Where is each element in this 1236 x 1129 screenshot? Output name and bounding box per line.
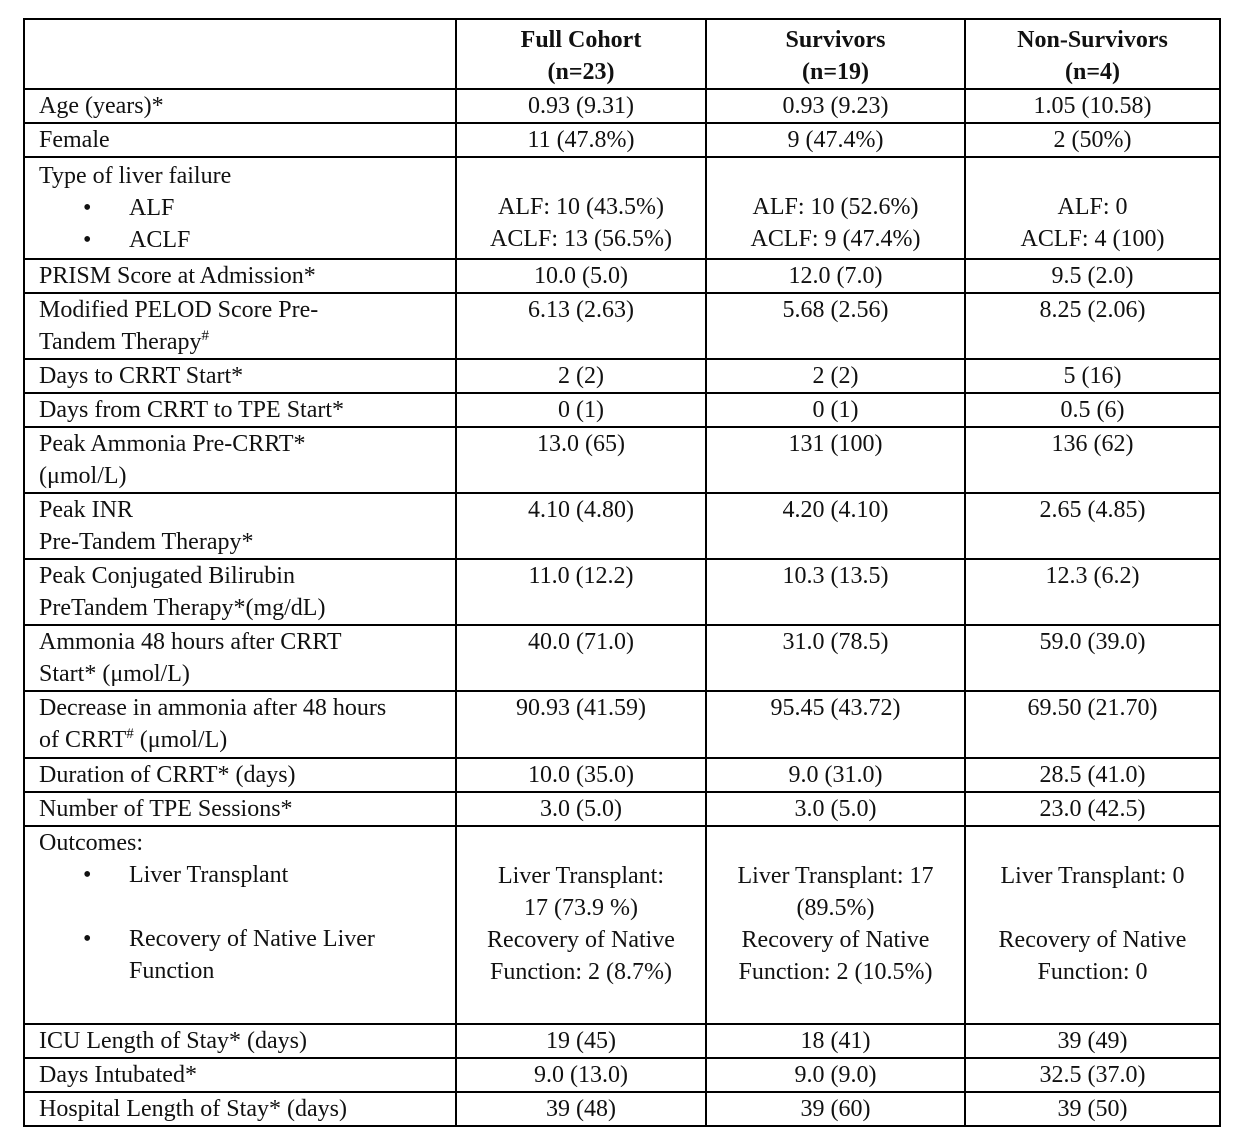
- row-label: Duration of CRRT* (days): [24, 758, 456, 792]
- row-label: Days Intubated*: [24, 1058, 456, 1092]
- value-full-cohort: 11.0 (12.2): [456, 559, 706, 625]
- row-label: Ammonia 48 hours after CRRT: [39, 629, 342, 655]
- table-row-crrt-duration: [24, 758, 1220, 792]
- spacer: [39, 891, 455, 923]
- value-line: Function: 2 (8.7%): [490, 959, 672, 985]
- row-label-cont: Pre-Tandem Therapy*: [39, 529, 254, 555]
- value-survivors: 95.45 (43.72): [706, 691, 965, 758]
- value-line: Recovery of Native: [998, 927, 1187, 953]
- value-non-survivors: 32.5 (37.0): [965, 1058, 1220, 1092]
- table-row-pelod: [24, 293, 1220, 359]
- row-label-text: of CRRT: [39, 727, 127, 753]
- value-non-survivors: 0.5 (6): [965, 393, 1220, 427]
- value-survivors: [706, 826, 965, 1024]
- bullet-icon: •: [83, 227, 92, 253]
- value-line: [966, 892, 1219, 924]
- row-label: Modified PELOD Score Pre-: [39, 297, 319, 323]
- row-label: Female: [24, 123, 456, 157]
- value-survivors: [706, 157, 965, 259]
- row-label-cell: [24, 625, 456, 691]
- value-non-survivors: 69.50 (21.70): [965, 691, 1220, 758]
- value-line: ACLF: 4 (100): [1020, 226, 1165, 252]
- row-label: ICU Length of Stay* (days): [24, 1024, 456, 1058]
- row-label-cont: [39, 724, 455, 756]
- row-label-cell: [24, 493, 456, 559]
- header-count: (n=19): [801, 59, 869, 85]
- list-item: [39, 192, 455, 224]
- value-non-survivors: 1.05 (10.58): [965, 89, 1220, 123]
- value-survivors: 10.3 (13.5): [706, 559, 965, 625]
- value-survivors: 9.0 (31.0): [706, 758, 965, 792]
- value-survivors: 18 (41): [706, 1024, 965, 1058]
- value-non-survivors: 28.5 (41.0): [965, 758, 1220, 792]
- value-line: ALF: 0: [1057, 194, 1128, 220]
- value-full-cohort: [456, 826, 706, 1024]
- bullet-text: Recovery of Native Liver: [129, 926, 375, 952]
- value-full-cohort: 10.0 (5.0): [456, 259, 706, 293]
- value-survivors: 131 (100): [706, 427, 965, 493]
- value-survivors: 9.0 (9.0): [706, 1058, 965, 1092]
- value-survivors: 39 (60): [706, 1092, 965, 1126]
- value-line: ACLF: 9 (47.4%): [750, 226, 921, 252]
- header-row: [24, 19, 1220, 89]
- row-label: Peak Conjugated Bilirubin: [39, 563, 295, 589]
- value-line: 17 (73.9 %): [524, 895, 638, 921]
- value-line: (89.5%): [796, 895, 875, 921]
- list-item: [39, 923, 455, 987]
- table-row-inr: [24, 493, 1220, 559]
- table-row-hospital-los: [24, 1092, 1220, 1126]
- bullet-text: ACLF: [129, 227, 191, 253]
- row-label: Days to CRRT Start*: [24, 359, 456, 393]
- table-row-ammonia-decrease: [24, 691, 1220, 758]
- footnote-mark: #: [201, 328, 209, 344]
- value-non-survivors: [965, 157, 1220, 259]
- value-survivors: 12.0 (7.0): [706, 259, 965, 293]
- value-full-cohort: 39 (48): [456, 1092, 706, 1126]
- bullet-icon: •: [83, 862, 92, 888]
- value-non-survivors: 39 (50): [965, 1092, 1220, 1126]
- value-survivors: 5.68 (2.56): [706, 293, 965, 359]
- value-full-cohort: 2 (2): [456, 359, 706, 393]
- table-row-icu-los: [24, 1024, 1220, 1058]
- value-non-survivors: 23.0 (42.5): [965, 792, 1220, 826]
- header-count: (n=23): [547, 59, 615, 85]
- value-line: ALF: 10 (52.6%): [752, 194, 919, 220]
- value-non-survivors: 9.5 (2.0): [965, 259, 1220, 293]
- header-full-cohort: [456, 19, 706, 89]
- header-non-survivors: [965, 19, 1220, 89]
- table-row-intubated: [24, 1058, 1220, 1092]
- value-full-cohort: 6.13 (2.63): [456, 293, 706, 359]
- value-line: ALF: 10 (43.5%): [498, 194, 664, 220]
- value-non-survivors: [965, 826, 1220, 1024]
- value-survivors: 4.20 (4.10): [706, 493, 965, 559]
- value-line: Liver Transplant:: [498, 863, 664, 889]
- row-label-text: (μmol/L): [133, 727, 228, 753]
- table-row-liver-failure-type: [24, 157, 1220, 259]
- value-non-survivors: 12.3 (6.2): [965, 559, 1220, 625]
- value-full-cohort: 0.93 (9.31): [456, 89, 706, 123]
- header-empty-cell: [24, 19, 456, 89]
- row-label: Peak Ammonia Pre-CRRT*: [39, 431, 306, 457]
- bullet-text: ALF: [129, 195, 175, 221]
- value-full-cohort: 4.10 (4.80): [456, 493, 706, 559]
- value-line: Liver Transplant: 0: [1000, 863, 1185, 889]
- row-label-cell: [24, 157, 456, 259]
- value-full-cohort: 11 (47.8%): [456, 123, 706, 157]
- header-count: (n=4): [1064, 59, 1120, 85]
- row-label: Number of TPE Sessions*: [24, 792, 456, 826]
- value-survivors: 3.0 (5.0): [706, 792, 965, 826]
- value-full-cohort: 90.93 (41.59): [456, 691, 706, 758]
- header-title: Non-Survivors: [1017, 27, 1168, 53]
- row-label: Hospital Length of Stay* (days): [24, 1092, 456, 1126]
- footnote-mark: #: [126, 726, 134, 742]
- value-full-cohort: 3.0 (5.0): [456, 792, 706, 826]
- table-row-bilirubin: [24, 559, 1220, 625]
- table-row-tpe-start: [24, 393, 1220, 427]
- row-label-cell: [24, 427, 456, 493]
- value-line: Recovery of Native: [741, 927, 930, 953]
- value-non-survivors: 59.0 (39.0): [965, 625, 1220, 691]
- table-row-prism: [24, 259, 1220, 293]
- row-label: Type of liver failure: [39, 163, 232, 189]
- row-label: Days from CRRT to TPE Start*: [24, 393, 456, 427]
- value-full-cohort: 19 (45): [456, 1024, 706, 1058]
- table-row-tpe-sessions: [24, 792, 1220, 826]
- row-label-cell: [24, 691, 456, 758]
- value-non-survivors: 8.25 (2.06): [965, 293, 1220, 359]
- row-label-cell: [24, 559, 456, 625]
- value-full-cohort: 40.0 (71.0): [456, 625, 706, 691]
- row-label: Age (years)*: [24, 89, 456, 123]
- bullet-icon: •: [83, 926, 92, 952]
- row-label-text: Tandem Therapy: [39, 329, 202, 355]
- cohort-characteristics-table: [23, 18, 1221, 1127]
- bullet-text: Liver Transplant: [129, 862, 289, 888]
- value-non-survivors: 39 (49): [965, 1024, 1220, 1058]
- table-row-ammonia-peak: [24, 427, 1220, 493]
- table-row-crrt-start: [24, 359, 1220, 393]
- value-full-cohort: 10.0 (35.0): [456, 758, 706, 792]
- header-title: Full Cohort: [520, 27, 642, 53]
- value-survivors: 9 (47.4%): [706, 123, 965, 157]
- row-label-cont: PreTandem Therapy*(mg/dL): [39, 595, 326, 621]
- row-label-cell: [24, 293, 456, 359]
- value-non-survivors: 2 (50%): [965, 123, 1220, 157]
- list-item: [39, 224, 455, 256]
- table-row-ammonia-48h: [24, 625, 1220, 691]
- value-line: Liver Transplant: 17: [737, 863, 934, 889]
- value-full-cohort: 13.0 (65): [456, 427, 706, 493]
- list-item: [39, 859, 455, 891]
- row-label-cont: (μmol/L): [39, 463, 127, 489]
- value-full-cohort: 9.0 (13.0): [456, 1058, 706, 1092]
- value-line: Function: 0: [1037, 959, 1148, 985]
- row-label-cell: [24, 826, 456, 1024]
- row-label: Decrease in ammonia after 48 hours: [39, 695, 387, 721]
- row-label: Outcomes:: [39, 830, 143, 856]
- row-label: Peak INR: [39, 497, 133, 523]
- value-survivors: 2 (2): [706, 359, 965, 393]
- value-full-cohort: [456, 157, 706, 259]
- table-row-age: [24, 89, 1220, 123]
- value-survivors: 0 (1): [706, 393, 965, 427]
- value-survivors: 0.93 (9.23): [706, 89, 965, 123]
- row-label-cont: [39, 326, 455, 358]
- value-line: Function: 2 (10.5%): [738, 959, 933, 985]
- bullet-text: Function: [129, 958, 215, 984]
- row-label: PRISM Score at Admission*: [24, 259, 456, 293]
- header-survivors: [706, 19, 965, 89]
- value-line: Recovery of Native: [487, 927, 675, 953]
- value-non-survivors: 136 (62): [965, 427, 1220, 493]
- header-title: Survivors: [785, 27, 886, 53]
- value-survivors: 31.0 (78.5): [706, 625, 965, 691]
- value-line: ACLF: 13 (56.5%): [490, 226, 672, 252]
- value-non-survivors: 2.65 (4.85): [965, 493, 1220, 559]
- row-label-cont: Start* (μmol/L): [39, 661, 190, 687]
- value-non-survivors: 5 (16): [965, 359, 1220, 393]
- value-full-cohort: 0 (1): [456, 393, 706, 427]
- table-row-female: [24, 123, 1220, 157]
- table-row-outcomes: [24, 826, 1220, 1024]
- bullet-icon: •: [83, 195, 92, 221]
